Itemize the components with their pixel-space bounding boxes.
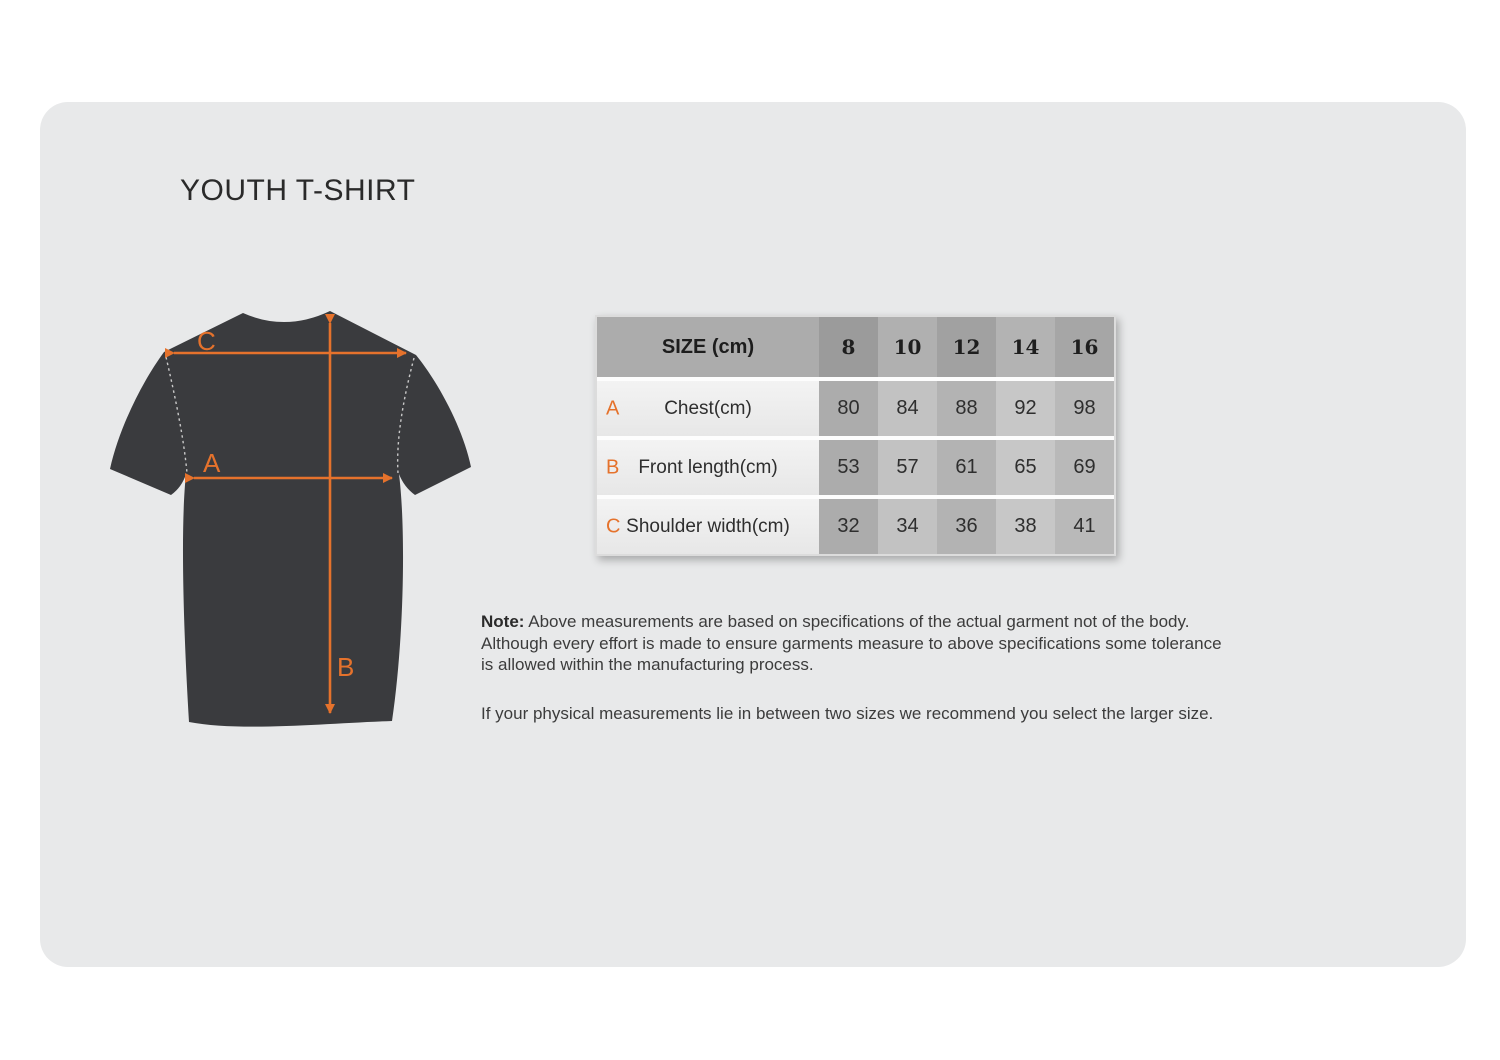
note-label: Note: xyxy=(481,612,525,631)
page-title: YOUTH T-SHIRT xyxy=(180,174,416,207)
size-table-header-label: SIZE (cm) xyxy=(597,317,819,377)
note-line-3: is allowed within the manufacturing process. xyxy=(481,655,814,674)
size-value-cell: 98 xyxy=(1055,381,1114,436)
measure-label-a: A xyxy=(203,448,221,478)
size-col-header: 8 xyxy=(819,317,878,377)
size-col-header: 16 xyxy=(1055,317,1114,377)
row-letter-b: B xyxy=(606,456,620,478)
size-col-header: 12 xyxy=(937,317,996,377)
row-label-shoulder-width xyxy=(597,499,819,554)
size-value-cell: 84 xyxy=(878,381,937,436)
tshirt-back-silhouette xyxy=(110,311,471,727)
row-letter-a: A xyxy=(606,397,620,419)
note-paragraph-2: If your physical measurements lie in between two sizes we recommend you select the larger size. xyxy=(481,703,1214,723)
size-value-cell: 36 xyxy=(937,499,996,554)
note-text xyxy=(481,611,1401,724)
size-value-cell: 80 xyxy=(819,381,878,436)
row-label-text: Front length(cm) xyxy=(638,456,778,478)
row-label-text: Shoulder width(cm) xyxy=(626,515,790,537)
size-col-header: 10 xyxy=(878,317,937,377)
row-label-chest xyxy=(597,381,819,436)
size-col-header: 14 xyxy=(996,317,1055,377)
size-value-cell: 57 xyxy=(878,440,937,495)
size-value-cell: 88 xyxy=(937,381,996,436)
size-value-cell: 61 xyxy=(937,440,996,495)
note-line-2: Although every effort is made to ensure garments measure to above specifications some tolerance xyxy=(481,633,1222,653)
size-value-cell: 65 xyxy=(996,440,1055,495)
size-value-cell: 34 xyxy=(878,499,937,554)
measure-label-b: B xyxy=(337,652,355,682)
row-letter-c: C xyxy=(606,515,621,537)
size-value-cell: 92 xyxy=(996,381,1055,436)
row-label-front-length xyxy=(597,440,819,495)
size-value-cell: 32 xyxy=(819,499,878,554)
note-paragraph-1 xyxy=(481,611,1401,676)
note-line-1: Above measurements are based on specifications of the actual garment not of the body. xyxy=(528,612,1190,631)
size-value-cell: 53 xyxy=(819,440,878,495)
size-value-cell: 38 xyxy=(996,499,1055,554)
size-table xyxy=(595,315,1116,556)
size-value-cell: 41 xyxy=(1055,499,1114,554)
row-label-text: Chest(cm) xyxy=(664,397,752,419)
size-guide-card xyxy=(40,102,1466,967)
measure-label-c: C xyxy=(197,326,216,356)
tshirt-measurement-diagram xyxy=(88,295,498,740)
size-value-cell: 69 xyxy=(1055,440,1114,495)
